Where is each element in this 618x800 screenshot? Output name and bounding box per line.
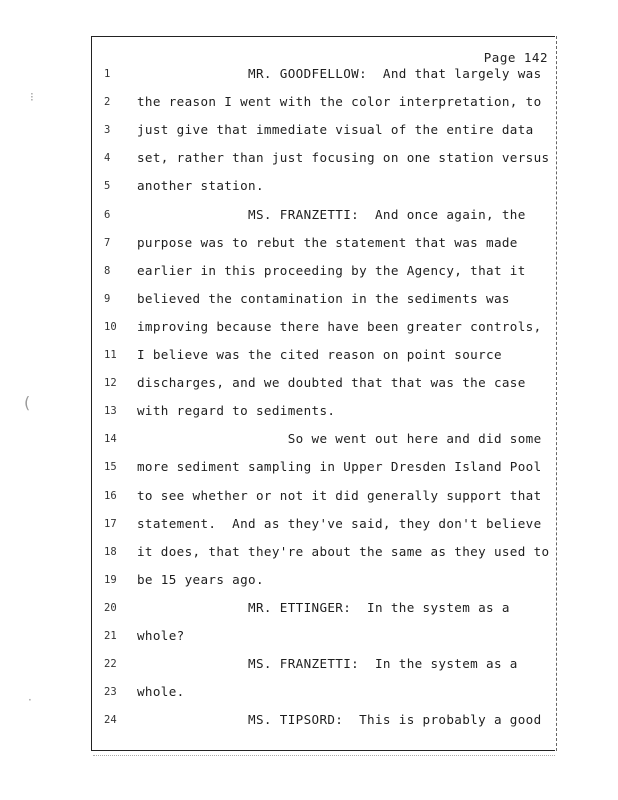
line-number: 18 (104, 545, 117, 558)
transcript-line (96, 712, 556, 732)
line-text: MS. FRANZETTI: And once again, the (137, 206, 526, 222)
line-number: 12 (104, 377, 117, 390)
transcript-line (96, 628, 556, 648)
transcript-line (96, 403, 556, 423)
transcript-line (96, 150, 556, 170)
line-text: whole. (137, 684, 185, 700)
line-number: 17 (104, 517, 117, 530)
line-number: 10 (104, 320, 117, 333)
line-number: 21 (104, 630, 117, 642)
transcript-line (96, 207, 556, 227)
line-text: to see whether or not it did generally support that (137, 487, 542, 503)
line-number: 9 (104, 292, 111, 305)
line-text: another station. (137, 178, 264, 194)
line-number: 23 (104, 686, 117, 699)
line-text: be 15 years ago. (137, 571, 264, 587)
line-text: improving because there have been greater controls, (137, 318, 542, 334)
line-text: So we went out here and did some (137, 431, 542, 447)
transcript-line (96, 656, 556, 676)
right-margin-rule (556, 36, 557, 751)
line-text: whole? (137, 628, 185, 643)
transcript-line (96, 263, 556, 283)
scan-artifact-bracket: ( (24, 393, 31, 412)
page-number: Page 142 (483, 50, 548, 65)
line-text: with regard to sediments. (137, 403, 336, 419)
line-text: more sediment sampling in Upper Dresden Island Pool (137, 459, 542, 475)
line-number: 11 (104, 349, 117, 361)
line-text: earlier in this proceeding by the Agency, that it (137, 262, 526, 278)
line-text: I believe was the cited reason on point source (137, 347, 502, 362)
line-text: purpose was to rebut the statement that was made (137, 234, 518, 250)
line-text: MR. GOODFELLOW: And that largely was (137, 66, 542, 81)
transcript-line (96, 459, 556, 479)
line-number: 20 (104, 601, 117, 614)
line-number: 16 (104, 489, 117, 502)
transcript-line (96, 94, 556, 114)
line-text: discharges, and we doubted that that was the case (137, 375, 526, 391)
line-number: 5 (104, 180, 111, 193)
transcript-line (96, 291, 556, 311)
line-number: 2 (104, 96, 111, 109)
line-text: just give that immediate visual of the entire data (137, 122, 534, 138)
line-text: believed the contamination in the sediments was (137, 290, 510, 306)
line-text: set, rather than just focusing on one station versus (137, 150, 550, 166)
scan-artifact-mark: ⁝ (30, 90, 34, 104)
line-text: statement. And as they've said, they don't believe (137, 515, 542, 531)
line-text: MS. FRANZETTI: In the system as a (137, 656, 518, 672)
transcript-line (96, 347, 556, 367)
transcript-line (96, 488, 556, 508)
transcript-line (96, 684, 556, 704)
transcript-line (96, 235, 556, 255)
transcript-line (96, 544, 556, 564)
line-number: 24 (104, 714, 117, 727)
transcript-line (96, 319, 556, 339)
transcript-line (96, 516, 556, 536)
transcript-line (96, 572, 556, 592)
line-number: 3 (104, 124, 111, 137)
transcript-line (96, 66, 556, 86)
line-number: 15 (104, 461, 117, 474)
line-text: MR. ETTINGER: In the system as a (137, 599, 510, 615)
line-text: the reason I went with the color interpretation, to (137, 94, 542, 110)
transcript-line (96, 122, 556, 142)
line-number: 8 (104, 264, 111, 277)
scan-artifact-mark: · (28, 693, 32, 707)
line-number: 4 (104, 152, 111, 165)
transcript-line (96, 375, 556, 395)
line-number: 14 (104, 433, 117, 446)
line-text: it does, that they're about the same as they used to (137, 543, 550, 559)
transcript-line (96, 600, 556, 620)
transcript-line (96, 431, 556, 451)
line-number: 19 (104, 573, 117, 586)
line-number: 7 (104, 236, 111, 249)
line-number: 6 (104, 208, 111, 221)
line-number: 13 (104, 405, 117, 418)
line-text: MS. TIPSORD: This is probably a good (137, 712, 542, 728)
transcript-line (96, 178, 556, 198)
footer-rule (93, 755, 555, 756)
line-number: 1 (104, 68, 111, 80)
line-number: 22 (104, 658, 117, 671)
